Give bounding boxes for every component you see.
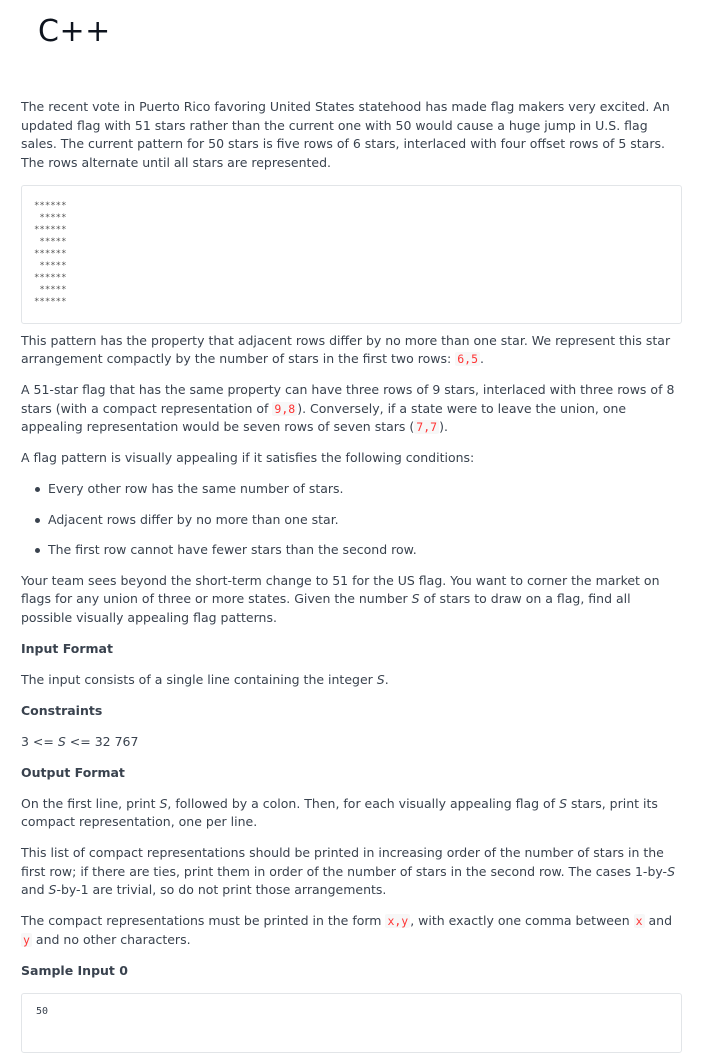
code-9-8: 9,8 <box>274 401 296 416</box>
order-text-end: -by-1 are trivial, so do not print those arrangements. <box>56 882 387 897</box>
team-paragraph <box>21 572 682 628</box>
team-text-end: of stars to draw on a flag, find all possible visually appealing flag patterns. <box>21 591 631 625</box>
form-text-and: and <box>644 913 673 928</box>
example-paragraph <box>21 381 682 437</box>
var-s: S <box>57 733 66 749</box>
constraints-paragraph <box>21 733 682 752</box>
code-x-y: x,y <box>387 914 409 928</box>
form-paragraph <box>21 912 682 949</box>
property-paragraph <box>21 332 682 369</box>
star-pattern-block <box>21 185 682 324</box>
form-text-end: and no other characters. <box>31 931 191 947</box>
var-s: S <box>376 671 385 687</box>
var-s: S <box>667 863 676 879</box>
order-text-mid: and <box>21 882 49 897</box>
constraints-text: 3 <= <box>21 733 58 749</box>
property-text-end: . <box>480 351 484 366</box>
property-text: This pattern has the property that adjacent rows differ by no more than one star. We represent this star arrangement compactly by the number of stars in the first two rows: <box>21 332 671 366</box>
order-text: This list of compact representations should be printed in increasing order of the number of stars in the first row; if there are ties, print them in order of the number of stars in the second row. The cases 1-by- <box>21 845 668 879</box>
code-6-5: 6,5 <box>457 352 478 366</box>
intro-paragraph: The recent vote in Puerto Rico favoring United States statehood has made flag makers very excited. An updated flag with 51 stars rather than the current one with 50 would cause a huge jump in U.S. flag sales. The current pattern for 50 stars is five rows of 6 stars, interlaced with four offset rows of 5 stars. The rows alternate until all stars are represented. <box>21 99 670 170</box>
star-pattern-text: ****** ***** ****** ***** ****** ***** ****** ***** ****** <box>34 200 67 308</box>
example-text: A 51-star flag that has the same property can have three rows of 9 stars, interlaced with three rows of 8 stars (with a compact representation of <box>21 382 675 416</box>
output-format-heading: Output Format <box>21 764 125 780</box>
form-text-mid: , with exactly one comma between <box>410 913 634 928</box>
var-s: S <box>48 882 57 897</box>
output-paragraph <box>21 795 682 832</box>
list-item: The first row cannot have fewer stars than the second row. <box>21 541 682 560</box>
var-s: S <box>559 795 568 811</box>
form-text: The compact representations must be printed in the form <box>21 913 386 928</box>
var-s: S <box>411 591 420 606</box>
code-7-7: 7,7 <box>416 420 438 434</box>
code-y: y <box>23 932 30 947</box>
team-text: Your team sees beyond the short-term change to 51 for the US flag. You want to corner the market on flags for any union of three or more states. Given the number <box>21 572 660 606</box>
problem-statement <box>21 98 682 1053</box>
output-text-end: stars, print its compact representation, one per line. <box>21 795 658 829</box>
output-text-mid: , followed by a colon. Then, for each visually appealing flag of <box>167 795 560 811</box>
input-text-end: . <box>384 671 389 687</box>
conditions-list <box>21 480 682 560</box>
list-item: Every other row has the same number of stars. <box>21 480 682 499</box>
conditions-intro: A flag pattern is visually appealing if it satisfies the following conditions: <box>21 450 475 465</box>
input-format-heading: Input Format <box>21 640 113 656</box>
order-paragraph <box>21 844 682 900</box>
input-format-paragraph <box>21 671 682 690</box>
language-title: C++ <box>38 14 111 49</box>
sample-input-block <box>21 993 682 1053</box>
sample-input-text: 50 <box>36 1005 49 1017</box>
constraints-text-end: <= 32 767 <box>65 733 139 749</box>
code-x: x <box>635 914 643 928</box>
example-text-mid: ). Conversely, if a state were to leave the union, one appealing representation would be seven rows of seven stars ( <box>21 400 627 434</box>
constraints-heading: Constraints <box>21 702 103 718</box>
output-text: On the first line, print <box>21 795 160 811</box>
var-s: S <box>159 795 168 811</box>
sample-input-heading: Sample Input 0 <box>21 962 128 978</box>
input-text: The input consists of a single line containing the integer <box>21 671 377 687</box>
example-text-end: ). <box>439 419 448 434</box>
list-item: Adjacent rows differ by no more than one star. <box>21 511 682 530</box>
